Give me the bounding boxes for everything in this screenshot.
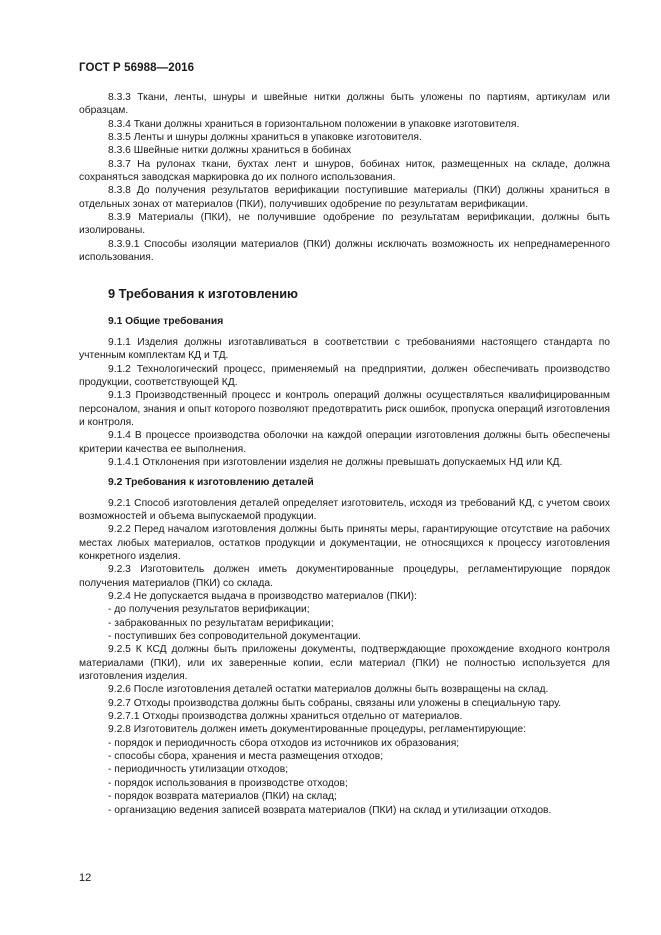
list-item: - периодичность утилизации отходов; bbox=[108, 764, 289, 776]
section-9-heading: 9 Требования к изготовлению bbox=[108, 286, 298, 302]
list-item: - порядок возврата материалов (ПКИ) на склад; bbox=[108, 791, 337, 803]
paragraph-8-3-5: 8.3.5 Ленты и шнуры должны храниться в упаковке изготовителя. bbox=[108, 132, 422, 144]
list-item: - организацию ведения записей возврата материалов (ПКИ) на склад и утилизации отходов. bbox=[108, 804, 552, 816]
list-item: - порядок и периодичность сбора отходов из источников их образования; bbox=[108, 737, 460, 749]
paragraph-8-3-8: 8.3.8 До получения результатов верификации поступившие материалы (ПКИ) должны храниться в отдельных зонах от материалов (ПКИ), получивших одобрение по результатам верификации. bbox=[79, 185, 610, 210]
paragraph-8-3-6: 8.3.6 Швейные нитки должны храниться в бобинах bbox=[108, 145, 352, 157]
paragraph-8-3-3: 8.3.3 Ткани, ленты, шнуры и швейные нитки должны быть уложены по партиям, артикулам или образцам. bbox=[79, 92, 610, 117]
paragraph-9-1-3: 9.1.3 Производственный процесс и контроль операций должны осуществляться квалифицированным персоналом, знания и опыт которого позволяют предотвратить риск ошибок, пропуска операций изготовления и контроля. bbox=[79, 390, 610, 428]
page-content bbox=[79, 91, 610, 817]
paragraph-8-3-7: 8.3.7 На рулонах ткани, бухтах лент и шнуров, бобинах ниток, размещенных на складе, должна сохраняться заводская маркировка до их полного использования. bbox=[79, 158, 610, 184]
standard-header: ГОСТ Р 56988—2016 bbox=[79, 62, 195, 74]
paragraph-8-3-9-1: 8.3.9.1 Способы изоляции материалов (ПКИ) должны исключать возможность их непреднамеренного использования. bbox=[79, 238, 610, 264]
paragraph-9-2-6: 9.2.6 После изготовления деталей остатки материалов должны быть возвращены на склад. bbox=[108, 684, 549, 696]
list-item: - поступивших без сопроводительной документации. bbox=[108, 631, 361, 643]
paragraph-9-1-4-1: 9.1.4.1 Отклонения при изготовлении изделия не должны превышать допускаемых НД или КД. bbox=[108, 456, 563, 468]
paragraph-9-2-2: 9.2.2 Перед началом изготовления должны быть приняты меры, гарантирующие отсутствие на рабочих местах любых материалов, остатков продукции и документации, не относящихся к процессу изготовления конкретного изделия. bbox=[79, 524, 610, 562]
paragraph-9-2-7: 9.2.7 Отходы производства должны быть собраны, связаны или уложены в специальную тару. bbox=[108, 697, 562, 709]
paragraph-9-1-1: 9.1.1 Изделия должны изготавливаться в соответствии с требованиями настоящего стандарта по учтенным комплектам КД и ТД. bbox=[79, 336, 610, 362]
list-item: - до получения результатов верификации; bbox=[108, 604, 310, 616]
subsection-9-1-heading: 9.1 Общие требования bbox=[108, 316, 224, 328]
list-item: - забракованных по результатам верификации; bbox=[108, 617, 334, 629]
list-item: - порядок использования в производстве отходов; bbox=[108, 777, 348, 789]
list-item: - способы сбора, хранения и места размещения отходов; bbox=[108, 751, 384, 763]
paragraph-9-2-5: 9.2.5 К КСД должны быть приложены документы, подтверждающие прохождение входного контроля материалами (ПКИ), или их заверенные копии, если материал (ПКИ) не полностью используется для изготовления изделия. bbox=[79, 644, 610, 683]
paragraph-9-2-4: 9.2.4 Не допускается выдача в производство материалов (ПКИ): bbox=[108, 591, 417, 602]
subsection-9-2-heading: 9.2 Требования к изготовлению деталей bbox=[108, 477, 314, 489]
paragraph-9-1-4: 9.1.4 В процессе производства оболочки на каждой операции изготовления должны быть обеспечены критерии качества ее выполнения. bbox=[79, 430, 610, 455]
paragraph-8-3-9: 8.3.9 Материалы (ПКИ), не получившие одобрение по результатам верификации, должны быть изолированы. bbox=[79, 212, 610, 237]
paragraph-9-2-7-1: 9.2.7.1 Отходы производства должны храниться отдельно от материалов. bbox=[108, 711, 463, 723]
paragraph-9-2-8: 9.2.8 Изготовитель должен иметь документированные процедуры, регламентирующие: bbox=[108, 724, 526, 736]
paragraph-9-1-2: 9.1.2 Технологический процесс, применяемый на предприятии, должен обеспечивать производство продукции, соответствующей КД. bbox=[79, 363, 610, 388]
paragraph-8-3-4: 8.3.4 Ткани должны храниться в горизонтальном положении в упаковке изготовителя. bbox=[108, 118, 520, 130]
paragraph-9-2-1: 9.2.1 Способ изготовления деталей определяет изготовитель, исходя из требований КД, с учетом своих возможностей и объема выпускаемой продукции. bbox=[79, 497, 610, 522]
page-number: 12 bbox=[79, 872, 92, 884]
paragraph-9-2-3: 9.2.3 Изготовитель должен иметь документированные процедуры, регламентирующие порядок получения материалов (ПКИ) со склада. bbox=[79, 564, 610, 589]
